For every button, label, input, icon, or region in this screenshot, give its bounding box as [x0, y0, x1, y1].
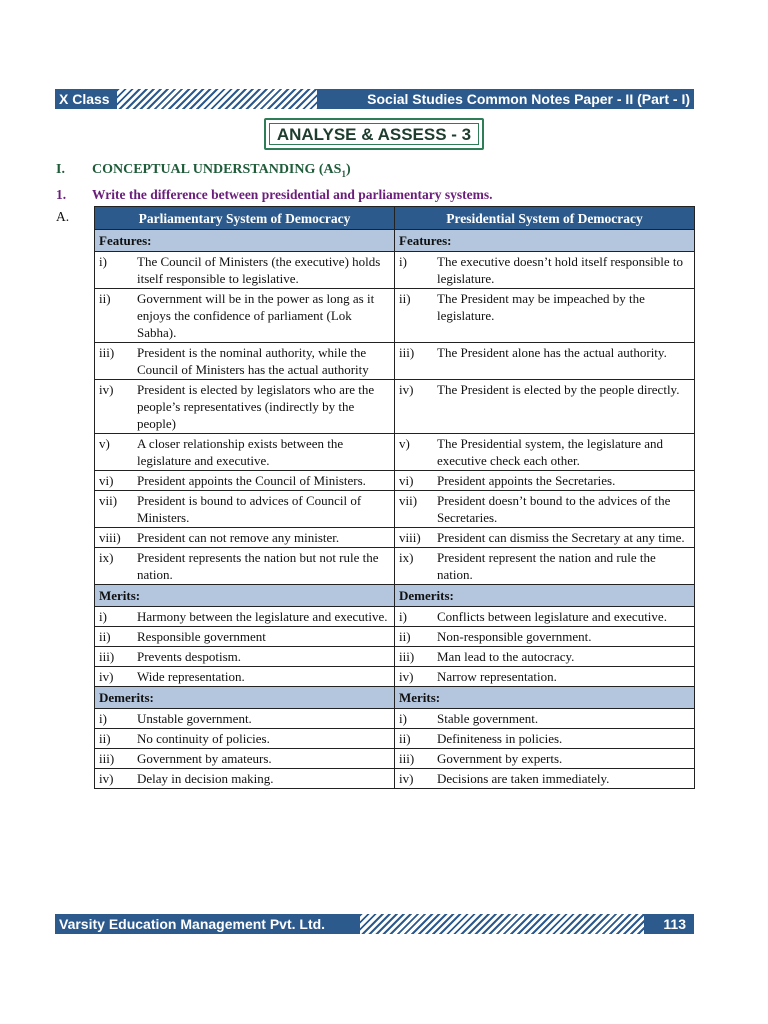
subheader-label-right: Demerits: [395, 585, 695, 607]
item-number: iv) [399, 771, 414, 786]
item-text: No continuity of policies. [137, 731, 270, 746]
subheader-label-left: Merits: [95, 585, 395, 607]
item-text: The President is elected by the people directly. [437, 382, 680, 397]
item-text: Wide representation. [137, 669, 245, 684]
item-text: Harmony between the legislature and executive. [137, 609, 388, 624]
question-number: 1. [56, 187, 67, 202]
publisher-name: Varsity Education Management Pvt. Ltd. [55, 914, 360, 934]
item-text: Prevents despotism. [137, 649, 241, 664]
item-number: vii) [399, 493, 418, 508]
item-text: Man lead to the autocracy. [437, 649, 575, 664]
item-text: Narrow representation. [437, 669, 557, 684]
item-text: The President alone has the actual authority. [437, 345, 667, 360]
item-number: ii) [399, 629, 411, 644]
item-text: A closer relationship exists between the legislature and executive. [137, 436, 344, 468]
table-row [95, 627, 695, 647]
item-number: ii) [399, 291, 411, 306]
table-cell-left [95, 548, 395, 585]
table-cell-right [395, 769, 695, 789]
table-cell-left [95, 729, 395, 749]
item-number: iii) [99, 751, 115, 766]
item-number: i) [99, 609, 107, 624]
item-number: vi) [99, 473, 114, 488]
table-cell-left [95, 749, 395, 769]
item-text: Government by experts. [437, 751, 563, 766]
item-text: The President may be impeached by the legislature. [437, 291, 645, 323]
answer-label: A. [56, 209, 70, 224]
table-cell-right [395, 647, 695, 667]
section-title-box [264, 118, 484, 150]
table-row [95, 491, 695, 528]
section-label-subscript: 1 [341, 168, 346, 179]
class-label: X Class [55, 89, 117, 109]
table-cell-left [95, 343, 395, 380]
table-cell-right [395, 749, 695, 769]
item-number: vii) [99, 493, 118, 508]
item-number: iii) [99, 345, 115, 360]
table-cell-right [395, 380, 695, 434]
merits-subheader-row [95, 585, 695, 607]
table-row [95, 548, 695, 585]
table-cell-right [395, 252, 695, 289]
item-text: President doesn’t bound to the advices of the Secretaries. [437, 493, 671, 525]
item-text: Unstable government. [137, 711, 252, 726]
table-cell-left [95, 769, 395, 789]
item-text: President can not remove any minister. [137, 530, 340, 545]
page-header [55, 89, 694, 109]
column-header-presidential: Presidential System of Democracy [395, 207, 695, 230]
table-cell-left [95, 252, 395, 289]
item-text: Non-responsible government. [437, 629, 592, 644]
demerits-subheader-row [95, 687, 695, 709]
question [56, 187, 492, 203]
table-header-row [95, 207, 695, 230]
table-row [95, 769, 695, 789]
table-row [95, 607, 695, 627]
item-text: The Council of Ministers (the executive) holds itself responsible to legislative. [137, 254, 381, 286]
column-header-parliamentary: Parliamentary System of Democracy [95, 207, 395, 230]
table-cell-right [395, 729, 695, 749]
section-label: CONCEPTUAL UNDERSTANDING (AS [92, 162, 342, 177]
table-row [95, 289, 695, 343]
item-number: viii) [399, 530, 421, 545]
item-text: Government will be in the power as long as it enjoys the confidence of parliament (Lok Sabha). [137, 291, 375, 340]
table-cell-right [395, 289, 695, 343]
item-number: iv) [399, 382, 414, 397]
item-number: iii) [99, 649, 115, 664]
table-cell-left [95, 647, 395, 667]
section-label-close: ) [345, 162, 351, 177]
item-number: vi) [399, 473, 414, 488]
section-title: ANALYSE & ASSESS - 3 [269, 123, 479, 145]
item-number: iii) [399, 649, 415, 664]
section-number: I. [56, 162, 65, 177]
item-number: iv) [99, 382, 114, 397]
features-label-left: Features: [95, 230, 395, 252]
subject-title: Social Studies Common Notes Paper - II (Part - I) [317, 89, 694, 109]
item-number: i) [99, 254, 107, 269]
item-text: Delay in decision making. [137, 771, 274, 786]
item-text: Conflicts between legislature and executive. [437, 609, 667, 624]
table-cell-right [395, 491, 695, 528]
item-text: Definiteness in policies. [437, 731, 563, 746]
item-number: v) [99, 436, 110, 451]
table-cell-right [395, 343, 695, 380]
item-text: President represent the nation and rule the nation. [437, 550, 656, 582]
item-number: ix) [399, 550, 414, 565]
table-row [95, 749, 695, 769]
item-text: President is the nominal authority, while the Council of Ministers has the actual authority [137, 345, 369, 377]
footer-hatch-decoration [360, 914, 644, 934]
section-heading [56, 162, 351, 179]
table-row [95, 528, 695, 548]
features-label-right: Features: [395, 230, 695, 252]
table-cell-left [95, 491, 395, 528]
question-text: Write the difference between presidential and parliamentary systems. [92, 187, 493, 202]
item-number: ix) [99, 550, 114, 565]
page-footer [55, 914, 694, 934]
table-cell-left [95, 528, 395, 548]
table-cell-right [395, 548, 695, 585]
table-cell-left [95, 380, 395, 434]
item-number: ii) [99, 629, 111, 644]
item-text: Stable government. [437, 711, 539, 726]
item-number: iv) [99, 669, 114, 684]
table-cell-left [95, 709, 395, 729]
item-number: iii) [399, 345, 415, 360]
item-number: ii) [399, 731, 411, 746]
item-number: ii) [99, 731, 111, 746]
table-cell-left [95, 434, 395, 471]
table-row [95, 252, 695, 289]
table-cell-left [95, 667, 395, 687]
item-text: President is bound to advices of Council of Ministers. [137, 493, 362, 525]
table-cell-right [395, 667, 695, 687]
table-row [95, 434, 695, 471]
table-cell-right [395, 627, 695, 647]
table-row [95, 667, 695, 687]
table-cell-right [395, 434, 695, 471]
table-cell-left [95, 607, 395, 627]
item-number: i) [399, 609, 407, 624]
table-row [95, 709, 695, 729]
item-number: ii) [99, 291, 111, 306]
table-cell-right [395, 528, 695, 548]
table-cell-left [95, 471, 395, 491]
subheader-label-right: Merits: [395, 687, 695, 709]
item-text: President appoints the Secretaries. [437, 473, 616, 488]
item-text: President can dismiss the Secretary at any time. [437, 530, 685, 545]
item-text: Government by amateurs. [137, 751, 272, 766]
item-number: v) [399, 436, 410, 451]
table-cell-right [395, 471, 695, 491]
page-number: 113 [644, 914, 694, 934]
item-number: i) [399, 711, 407, 726]
item-text: The Presidential system, the legislature and executive check each other. [437, 436, 663, 468]
features-subheader-row [95, 230, 695, 252]
item-number: iii) [399, 751, 415, 766]
comparison-table [94, 206, 695, 789]
item-text: The executive doesn’t hold itself responsible to legislature. [437, 254, 683, 286]
table-cell-right [395, 709, 695, 729]
table-row [95, 343, 695, 380]
table-row [95, 647, 695, 667]
table-cell-right [395, 607, 695, 627]
item-number: iv) [399, 669, 414, 684]
table-row [95, 380, 695, 434]
item-text: Decisions are taken immediately. [437, 771, 610, 786]
table-row [95, 729, 695, 749]
item-text: President appoints the Council of Ministers. [137, 473, 366, 488]
item-text: Responsible government [137, 629, 266, 644]
subheader-label-left: Demerits: [95, 687, 395, 709]
item-number: viii) [99, 530, 121, 545]
item-text: President represents the nation but not rule the nation. [137, 550, 379, 582]
header-hatch-decoration [117, 89, 317, 109]
item-text: President is elected by legislators who are the people’s representatives (indirectly by the people) [137, 382, 375, 431]
table-cell-left [95, 289, 395, 343]
item-number: i) [99, 711, 107, 726]
table-cell-left [95, 627, 395, 647]
item-number: i) [399, 254, 407, 269]
table-row [95, 471, 695, 491]
item-number: iv) [99, 771, 114, 786]
